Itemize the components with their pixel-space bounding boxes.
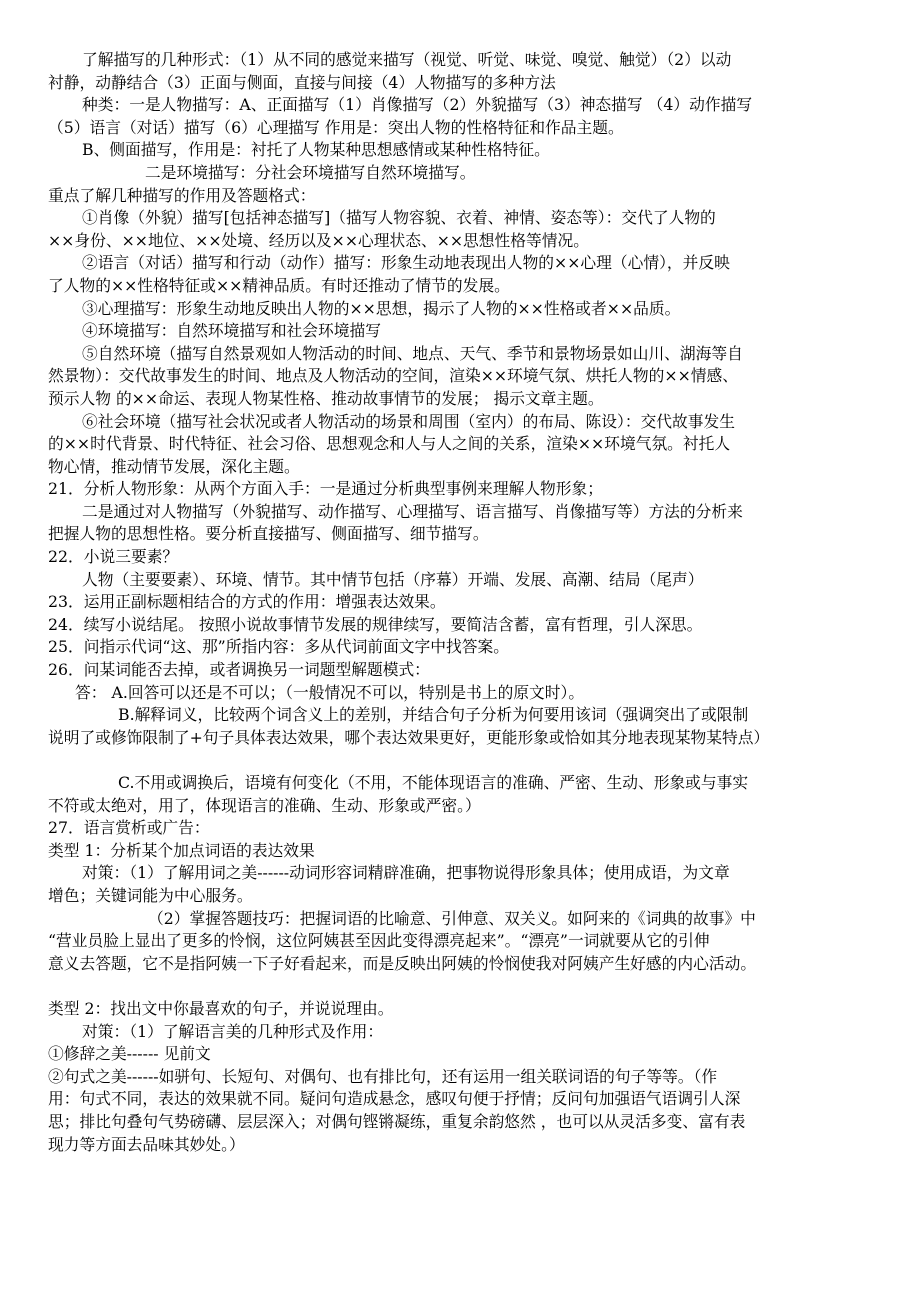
text-line: 22．小说三要素？ — [48, 547, 179, 567]
text-line: 意义去答题，它不是指阿姨一下子好看起来，而是反映出阿姨的怜悯使我对阿姨产生好感的内心活动。 — [48, 953, 757, 973]
text-line: 说明了或修饰限制了+句子具体表达效果，哪个表达效果更好，更能形象或恰如其分地表现某物某特点） — [48, 727, 770, 747]
text-line: 增色；关键词能为中心服务。 — [48, 885, 253, 905]
text-line: 预示人物 的××命运、表现人物某性格、推动故事情节的发展； 揭示文章主题。 — [48, 388, 604, 408]
text-line: 重点了解几种描写的作用及答题格式： — [48, 185, 316, 205]
text-line: ③心理描写：形象生动地反映出人物的××思想，揭示了人物的××性格或者××品质。 — [82, 298, 681, 318]
text-line: 25．问指示代词“这、那”所指内容：多从代词前面文字中找答案。 — [48, 637, 509, 657]
blank-line — [0, 749, 920, 772]
text-line: 二是通过对人物描写（外貌描写、动作描写、心理描写、语言描写、肖像描写等）方法的分析来 — [82, 501, 743, 521]
text-line: 然景物）：交代故事发生的时间、地点及人物活动的空间，渲染××环境气氛、烘托人物的××情感、 — [48, 366, 738, 386]
blank-line — [0, 975, 920, 998]
text-line: 了解描写的几种形式：（1）从不同的感觉来描写（视觉、听觉、味觉、嗅觉、触觉）（2）以动 — [82, 50, 732, 69]
text-line: B.解释词义，比较两个词含义上的差别，并结合句子分析为何要用该词（强调突出了或限制 — [118, 705, 749, 725]
text-line: 21．分析人物形象：从两个方面入手：一是通过分析典型事例来理解人物形象； — [48, 479, 603, 499]
text-line: 二是环境描写：分社会环境描写自然环境描写。 — [145, 162, 476, 182]
text-line: 对策：（1）了解用词之美------动词形容词精辟准确，把事物说得形象具体；使用成语，为文章 — [82, 863, 730, 883]
text-line: （2）掌握答题技巧：把握词语的比喻意、引伸意、双关义。如阿来的《词典的故事》中 — [148, 908, 756, 928]
text-line: ①修辞之美------ 见前文 — [48, 1044, 211, 1064]
text-line: 27．语言赏析或广告： — [48, 818, 210, 838]
text-line: 了人物的××性格特征或××精神品质。有时还推动了情节的发展。 — [48, 275, 510, 295]
text-line: ××身份、××地位、××处境、经历以及××心理状态、××思想性格等情况。 — [48, 230, 589, 250]
text-line: ⑤自然环境（描写自然景观如人物活动的时间、地点、天气、季节和景物场景如山川、湖海等自 — [82, 343, 743, 363]
text-line: 不符或太绝对，用了，体现语言的准确、生动、形象或严密。） — [48, 795, 481, 815]
text-line: ①肖像（外貌）描写[包括神态描写]（描写人物容貌、衣着、神情、姿态等）：交代了人物的 — [82, 208, 716, 228]
text-line: “营业员脸上显出了更多的怜悯，这位阿姨甚至因此变得漂亮起来”。“漂亮”一词就要从它的引伸 — [48, 931, 710, 951]
text-line: 类型 2：找出文中你最喜欢的句子，并说说理由。 — [48, 998, 394, 1018]
text-line: 答： A.回答可以还是不可以；（一般情况不可以，特别是书上的原文时）。 — [75, 682, 585, 702]
text-line: （5）语言（对话）描写（6）心理描写 作用是：突出人物的性格特征和作品主题。 — [48, 117, 624, 137]
text-line: 物心情，推动情节发展，深化主题。 — [48, 456, 300, 476]
text-line: 用：句式不同，表达的效果就不同。疑问句造成悬念，感叹句便于抒情；反问句加强语气语调引人深 — [48, 1089, 741, 1109]
text-line: ②句式之美------如骈句、长短句、对偶句、也有排比句，还有运用一组关联词语的句子等等。（作 — [48, 1066, 718, 1086]
text-line: 种类：一是人物描写：A、正面描写（1）肖像描写（2）外貌描写（3）神态描写 （4）动作描写 — [82, 95, 753, 115]
text-line: 类型 1：分析某个加点词语的表达效果 — [48, 840, 315, 860]
text-line: 人物（主要要素）、环境、情节。其中情节包括（序幕）开端、发展、高潮、结局（尾声） — [82, 569, 704, 589]
text-line: 26．问某词能否去掉，或者调换另一词题型解题模式： — [48, 660, 430, 680]
text-line: C.不用或调换后，语境有何变化（不用，不能体现语言的准确、严密、生动、形象或与事实 — [118, 773, 749, 792]
text-line: 的××时代背景、时代特征、社会习俗、思想观念和人与人之间的关系，渲染××环境气氛。衬托人 — [48, 434, 731, 454]
text-line: ⑥社会环境（描写社会状况或者人物活动的场景和周围（室内）的布局、陈设）：交代故事发生 — [82, 411, 735, 431]
text-line: B、侧面描写，作用是：衬托了人物某种思想感情或某种性格特征。 — [82, 140, 550, 160]
text-line: 现力等方面去品味其妙处。） — [48, 1134, 245, 1154]
text-line: 衬静，动静结合（3）正面与侧面，直接与间接（4）人物描写的多种方法 — [48, 72, 556, 92]
text-line: 对策：（1）了解语言美的几种形式及作用： — [82, 1021, 384, 1041]
text-line: 24．续写小说结尾。 按照小说故事情节发展的规律续写，要简洁含蓄，富有哲理，引人深思。 — [48, 614, 703, 634]
text-line: 思；排比句叠句气势磅礴、层层深入；对偶句铿锵凝练，重复余韵悠然 ，也可以从灵活多变、富有表 — [48, 1111, 746, 1131]
text-line: 把握人物的思想性格。要分析直接描写、侧面描写、细节描写。 — [48, 524, 489, 544]
text-line: ④环境描写：自然环境描写和社会环境描写 — [82, 321, 381, 341]
text-line: ②语言（对话）描写和行动（动作）描写：形象生动地表现出人物的××心理（心情），并反映 — [82, 253, 730, 273]
text-line: 23．运用正副标题相结合的方式的作用：增强表达效果。 — [48, 592, 446, 612]
